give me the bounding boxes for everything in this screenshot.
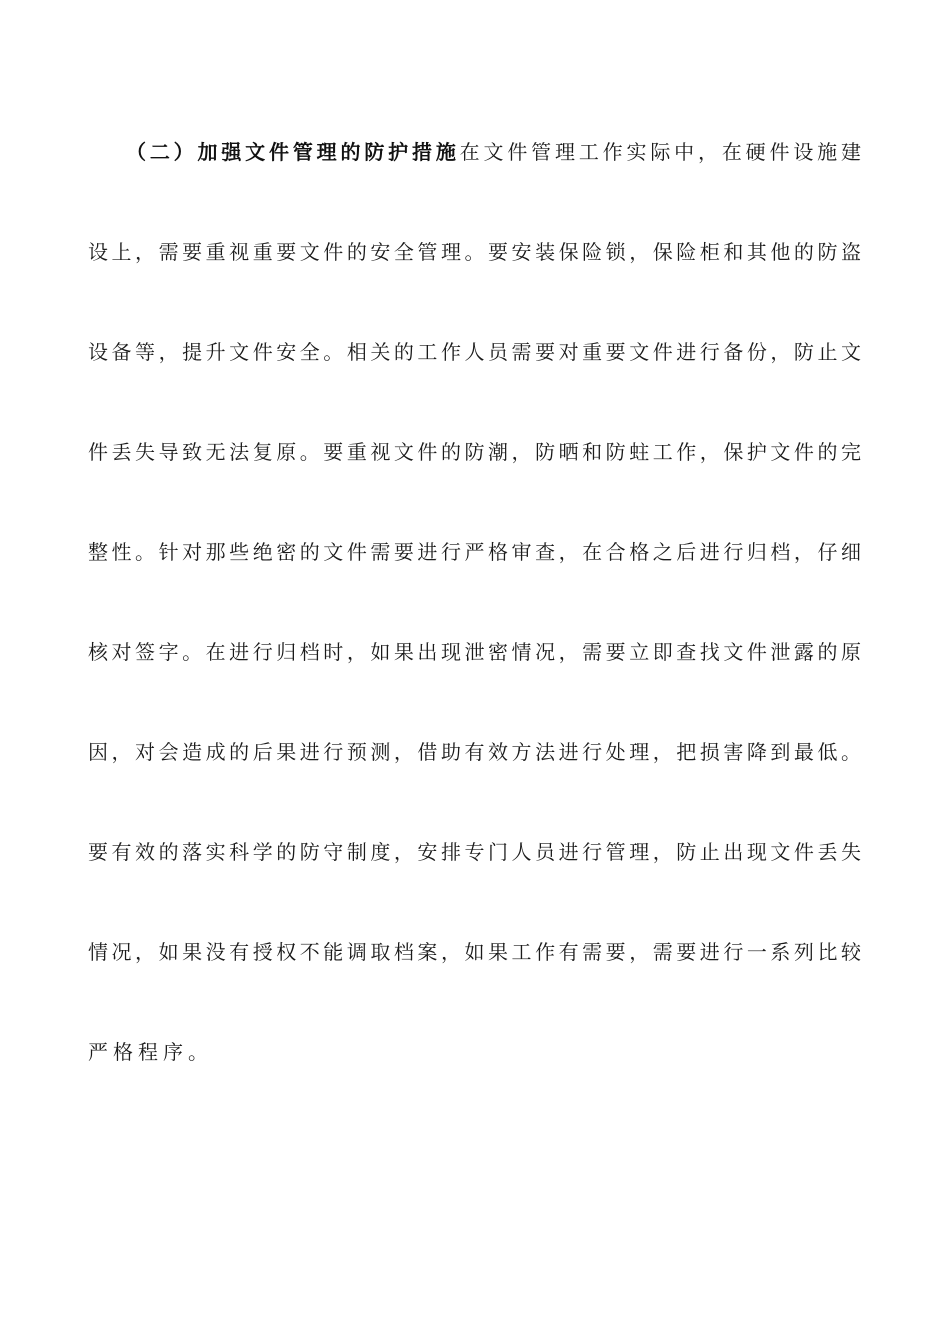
- paragraph-line-10: 严格程序。: [88, 1040, 213, 1064]
- section-heading: （二）加强文件管理的防护措施: [126, 140, 460, 164]
- paragraph-line-8: 要有效的落实科学的防守制度，安排专门人员进行管理，防止出现文件丢失: [88, 840, 862, 864]
- paragraph-line-2: 设上，需要重视重要文件的安全管理。要安装保险锁，保险柜和其他的防盗: [88, 240, 862, 264]
- paragraph-line-1: [88, 130, 862, 230]
- paragraph-line-7: 因，对会造成的后果进行预测，借助有效方法进行处理，把损害降到最低。: [88, 740, 862, 764]
- paragraph-line-6: 核对签字。在进行归档时，如果出现泄密情况，需要立即查找文件泄露的原: [88, 640, 862, 664]
- line-text: 在文件管理工作实际中，在硬件设施建: [459, 140, 863, 164]
- paragraph-line-9: 情况，如果没有授权不能调取档案，如果工作有需要，需要进行一系列比较: [88, 940, 862, 964]
- paragraph-line-5: 整性。针对那些绝密的文件需要进行严格审查，在合格之后进行归档，仔细: [88, 540, 862, 564]
- paragraph-line-4: 件丢失导致无法复原。要重视文件的防潮，防晒和防蛀工作，保护文件的完: [88, 440, 862, 464]
- paragraph-line-3: 设备等，提升文件安全。相关的工作人员需要对重要文件进行备份，防止文: [88, 340, 862, 364]
- section-body: [88, 130, 862, 1130]
